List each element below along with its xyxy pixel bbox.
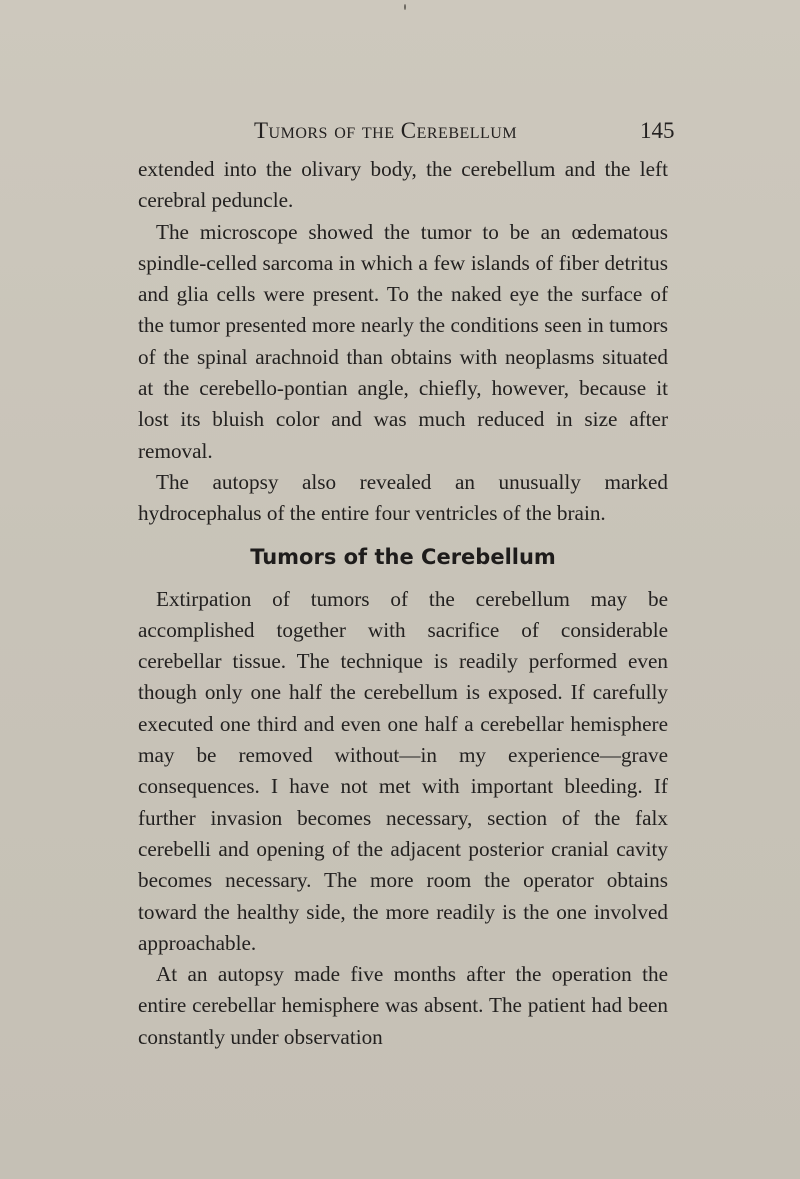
body-text bbox=[138, 154, 668, 1053]
running-head bbox=[0, 118, 800, 154]
paragraph-microscope: The microscope showed the tumor to be an œdematous spindle-celled sarcoma in which a few islands of fiber detritus and glia cells were present. To the naked eye the surface of the tumor presented more nearly the conditions seen in tumors of the spinal arachnoid than obtains with neoplasms situated at the cerebello-pontian angle, chiefly, however, because it lost its bluish color and was much reduced in size after removal. bbox=[138, 219, 668, 463]
paragraph-extirpation: Extirpation of tumors of the cerebellum may be accomplished together with sacrifice of considerable cerebellar tissue. The technique is readily performed even though only one half the cerebellum is exposed. If carefully executed one third and even one half a cerebellar hemisphere may be removed without—in my experience—grave consequences. I have not met with important bleeding. If further invasion becomes necessary, section of the falx cerebelli and opening of the adjacent posterior cranial cavity becomes necessary. The more room the operator obtains toward the healthy side, the more readily is the one involved approachable. bbox=[138, 586, 668, 955]
paragraph-continued: extended into the olivary body, the cerebellum and the left cerebral peduncle. bbox=[138, 157, 668, 213]
paragraph-autopsy-followup: At an autopsy made five months after the operation the entire cerebellar hemisphere was absent. The patient had been constantly under observation bbox=[138, 962, 668, 1049]
page-number: 145 bbox=[640, 118, 675, 143]
ink-speck bbox=[404, 4, 406, 10]
running-title: Tumors of the Cerebellum bbox=[254, 118, 518, 143]
section-heading: Tumors of the Cerebellum bbox=[250, 544, 556, 569]
paragraph-autopsy: The autopsy also revealed an unusually marked hydrocephalus of the entire four ventricles of the brain. bbox=[138, 469, 668, 526]
